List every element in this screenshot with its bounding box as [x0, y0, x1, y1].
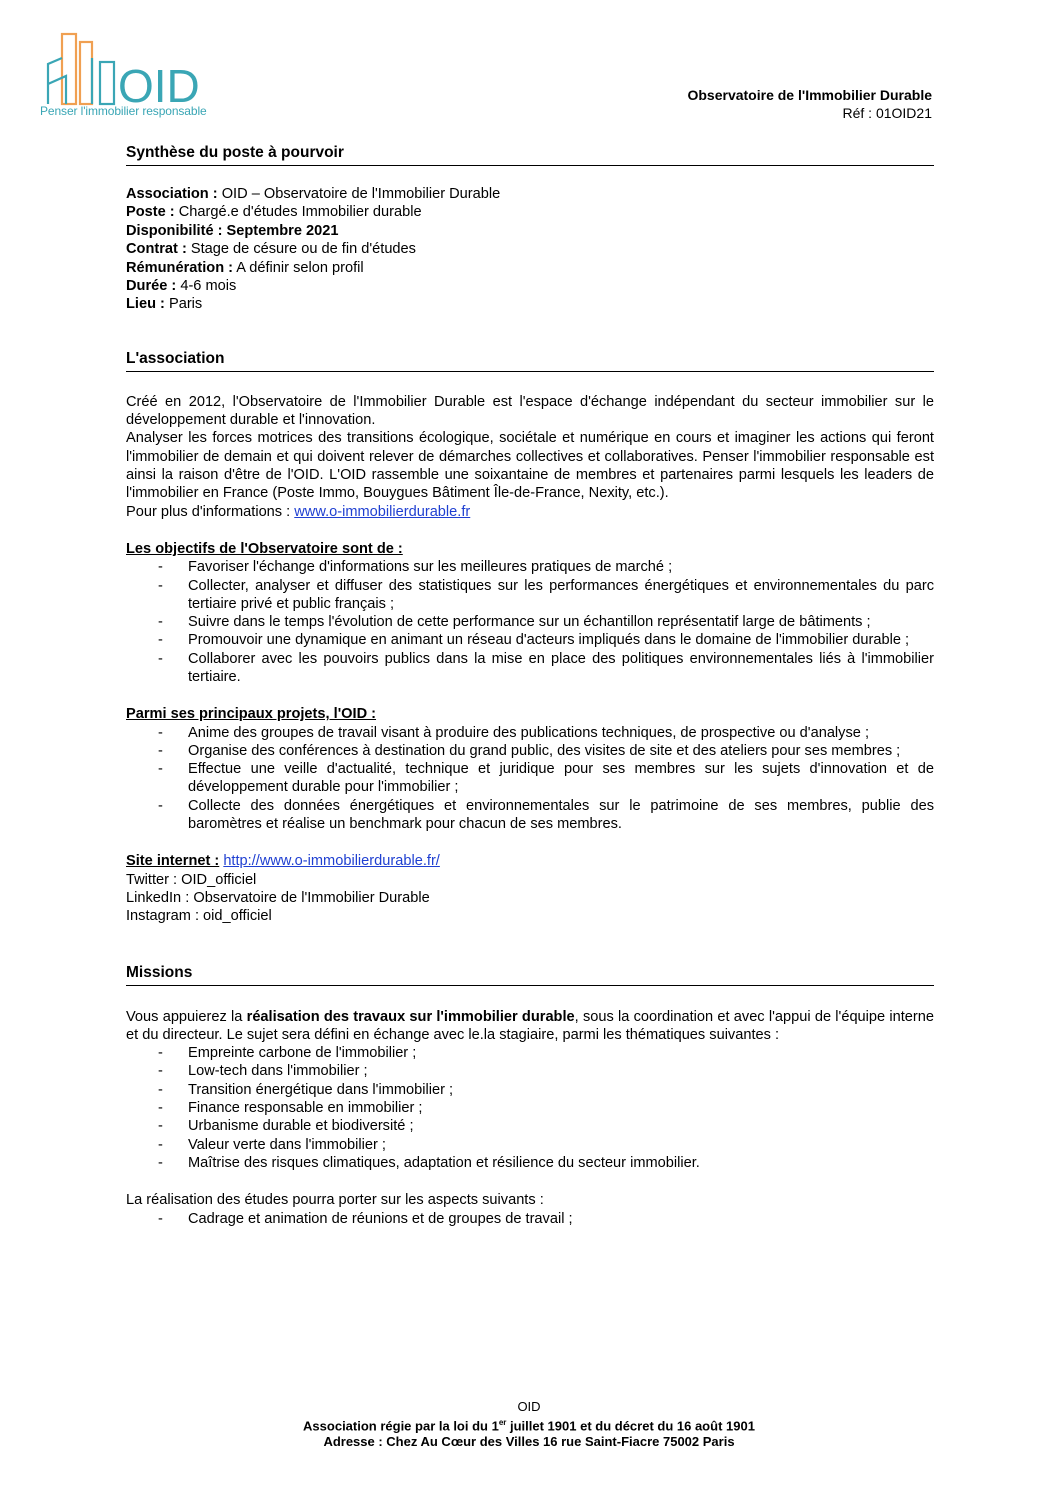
field-label: Lieu :	[126, 296, 165, 313]
association-paragraph-1: Créé en 2012, l'Observatoire de l'Immobilier Durable est l'espace d'échange indépendant du secteur immobilier sur le développement durable et l'innovation.	[126, 393, 934, 429]
list-item-objectif: - Collecter, analyser et diffuser des statistiques sur les performances énergétiques et environnementales du parc tertiaire privé et public français ;	[126, 577, 934, 614]
missions-intro	[126, 1008, 934, 1045]
page-footer	[0, 1399, 1058, 1450]
list-item-projet: - Organise des conférences à destination du grand public, des visites de site et des ateliers pour ses membres ;	[126, 742, 934, 760]
aspects-intro: La réalisation des études pourra porter sur les aspects suivants :	[126, 1192, 544, 1209]
site-link[interactable]: http://www.o-immobilierdurable.fr/	[223, 853, 440, 870]
list-item-aspect: - Cadrage et animation de réunions et de groupes de travail ;	[126, 1210, 934, 1228]
list-item-theme: - Urbanisme durable et biodiversité ;	[126, 1117, 934, 1135]
synthese-field	[126, 259, 934, 277]
list-item-theme: - Maîtrise des risques climatiques, adaptation et résilience du secteur immobilier.	[126, 1154, 934, 1172]
missions-intro-before: Vous appuierez la	[126, 1008, 247, 1025]
field-value: 4-6 mois	[176, 278, 237, 295]
field-value: A définir selon profil	[233, 259, 364, 276]
list-item-objectif: - Promouvoir une dynamique en animant un réseau d'acteurs impliqués dans le domaine de l'immobilier durable ;	[126, 631, 934, 649]
more-info-label: Pour plus d'informations :	[126, 503, 295, 520]
field-value: Stage de césure ou de fin d'études	[186, 241, 416, 258]
field-label: Poste :	[126, 204, 175, 221]
field-label: Contrat :	[126, 241, 187, 258]
synthese-field	[126, 240, 934, 258]
synthese-field	[126, 203, 934, 221]
instagram-line: Instagram : oid_officiel	[126, 908, 272, 925]
document-body	[126, 144, 934, 1228]
field-label: Disponibilité :	[126, 222, 223, 239]
synthese-field	[126, 185, 934, 203]
page-header	[687, 86, 932, 122]
field-label: Rémunération :	[126, 259, 234, 276]
synthese-field	[126, 277, 934, 295]
projets-heading: Parmi ses principaux projets, l'OID :	[126, 706, 377, 723]
footer-legal-sup: er	[498, 1418, 507, 1427]
missions-intro-bold: réalisation des travaux sur l'immobilier durable	[246, 1008, 575, 1025]
contact-block	[126, 852, 934, 925]
themes-list	[126, 1044, 934, 1172]
header-org: Observatoire de l'Immobilier Durable	[687, 87, 932, 103]
objectifs-heading: Les objectifs de l'Observatoire sont de :	[126, 540, 403, 557]
list-item-theme: - Finance responsable en immobilier ;	[126, 1099, 934, 1117]
field-value: OID – Observatoire de l'Immobilier Durable	[217, 186, 501, 202]
twitter-line: Twitter : OID_officiel	[126, 871, 257, 888]
field-label: Durée :	[126, 278, 177, 295]
site-label: Site internet :	[126, 853, 220, 870]
field-value: Septembre 2021	[222, 222, 339, 239]
linkedin-line: LinkedIn : Observatoire de l'Immobilier Durable	[126, 889, 430, 906]
synthese-fields	[126, 185, 934, 314]
website-link[interactable]: www.o-immobilierdurable.fr	[294, 503, 471, 520]
aspects-list	[126, 1210, 934, 1228]
association-paragraph-2: Analyser les forces motrices des transitions écologique, sociétale et numérique en cours et imaginer les actions qui feront l'immobilier de demain et qui doivent relever de démarches collectives et collaboratives. Penser l'immobilier responsable est ainsi la raison d'être de l'OID. L'OID rassemble une soixantaine de membres et partenaires parmi lesquels les leaders de l'immobilier en France (Poste Immo, Bouygues Bâtiment Île-de-France, Nexity, etc.).	[126, 430, 934, 502]
section-title-synthese: Synthèse du poste à pourvoir	[126, 144, 934, 166]
synthese-field	[126, 222, 934, 240]
list-item-theme: - Transition énergétique dans l'immobilier ;	[126, 1081, 934, 1099]
footer-address: Adresse : Chez Au Cœur des Villes 16 rue Saint-Fiacre 75002 Paris	[323, 1434, 735, 1450]
list-item-projet: - Anime des groupes de travail visant à produire des publications techniques, de prospective ou d'analyse ;	[126, 724, 934, 742]
footer-name: OID	[517, 1399, 541, 1414]
list-item-projet: - Effectue une veille d'actualité, technique et juridique pour ses membres sur les sujets d'innovation et de développement durable pour l'immobilier ;	[126, 760, 934, 797]
section-title-association: L'association	[126, 350, 934, 372]
field-label: Association :	[126, 186, 218, 202]
list-item-projet: - Collecte des données énergétiques et environnementales sur le patrimoine de ses membres, publie des baromètres et réalise un benchmark pour chacun de ses membres.	[126, 797, 934, 834]
list-item-theme: - Valeur verte dans l'immobilier ;	[126, 1136, 934, 1154]
list-item-theme: - Low-tech dans l'immobilier ;	[126, 1062, 934, 1080]
missions-intro-after: , sous la coordination et avec l'appui de l'équipe interne et du directeur. Le sujet sera défini en échange avec le.la stagiaire, parmi les thématiques suivantes :	[126, 1008, 935, 1043]
list-item-theme: - Empreinte carbone de l'immobilier ;	[126, 1044, 934, 1062]
footer-legal-a: Association régie par la loi du 1	[303, 1418, 499, 1434]
more-info	[126, 503, 934, 521]
logo-tagline: Penser l'immobilier responsable	[40, 104, 207, 118]
list-item-objectif: - Favoriser l'échange d'informations sur les meilleures pratiques de marché ;	[126, 558, 934, 576]
site-line	[126, 852, 934, 870]
field-value: Paris	[164, 296, 203, 313]
footer-legal-b: juillet 1901 et du décret du 16 août 1901	[506, 1418, 755, 1434]
field-value: Chargé.e d'études Immobilier durable	[174, 204, 422, 221]
footer-legal	[0, 1415, 1058, 1434]
projets-list	[126, 724, 934, 834]
header-ref: Réf : 01OID21	[842, 105, 932, 121]
objectifs-list	[126, 558, 934, 686]
list-item-objectif: - Suivre dans le temps l'évolution de cette performance sur un échantillon représentatif large de bâtiments ;	[126, 613, 934, 631]
section-title-missions: Missions	[126, 964, 934, 986]
logo-wordmark: OID	[118, 60, 200, 112]
synthese-field	[126, 295, 934, 313]
list-item-objectif: - Collaborer avec les pouvoirs publics dans la mise en place des politiques environnementales liés à l'immobilier tertiaire.	[126, 650, 934, 687]
